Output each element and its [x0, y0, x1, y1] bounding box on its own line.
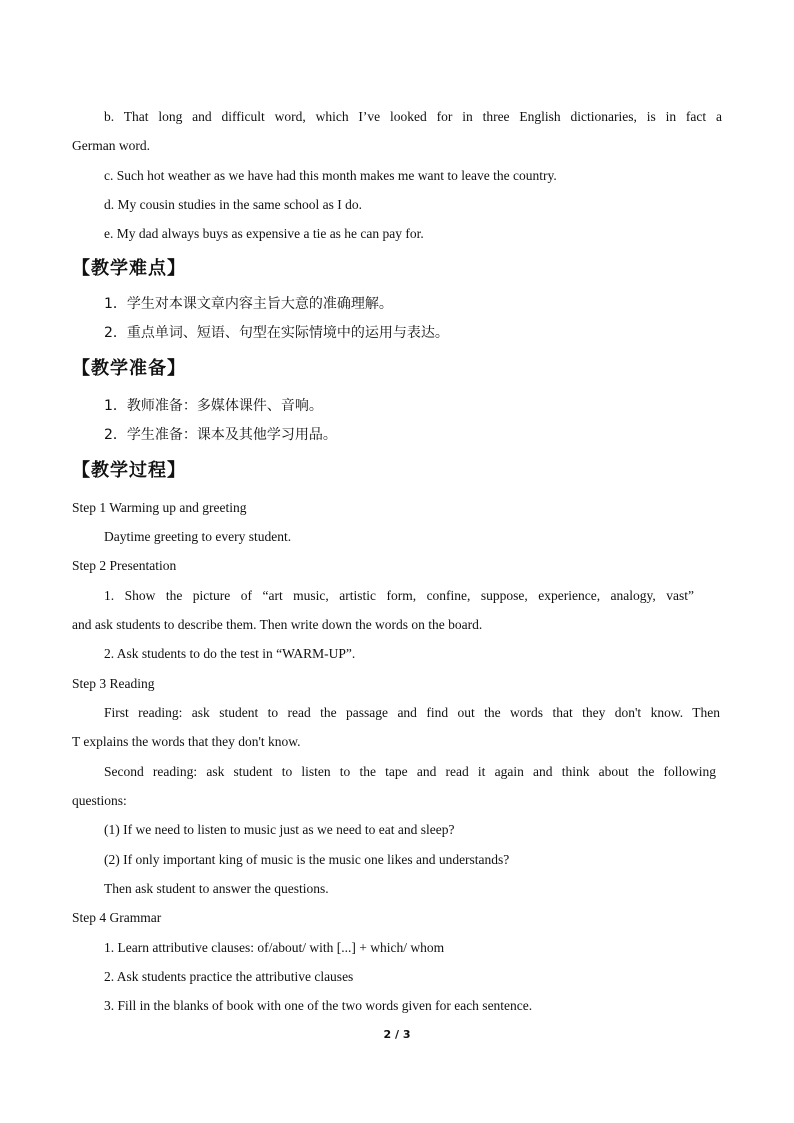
- step3-p2-line2: questions:: [72, 793, 127, 808]
- step3-p3: Then ask student to answer the questions.: [104, 881, 329, 896]
- page-number: 2 / 3: [383, 1028, 411, 1041]
- heading-process: 【教学过程】: [72, 460, 186, 481]
- step4-title: Step 4 Grammar: [72, 910, 162, 925]
- example-e: e. My dad always buys as expensive a tie as he can pay for.: [104, 226, 424, 241]
- step2-item1-line2: and ask students to describe them. Then write down the words on the board.: [72, 617, 483, 632]
- step4-item-2: 2. Ask students practice the attributive clauses: [104, 969, 354, 984]
- example-c: c. Such hot weather as we have had this month makes me want to leave the country.: [104, 168, 557, 183]
- step1-title: Step 1 Warming up and greeting: [72, 500, 247, 515]
- step2-item2: 2. Ask students to do the test in “WARM-UP”.: [104, 646, 356, 661]
- step3-p1-line2: T explains the words that they don't know.: [72, 734, 301, 749]
- step4-item-1: 1. Learn attributive clauses: of/about/ with [...] + which/ whom: [104, 940, 445, 955]
- example-b-line1: b. That long and difficult word, which I’ve looked for in three English dictionaries, is in fact a: [104, 109, 722, 124]
- step4-item-3: 3. Fill in the blanks of book with one of the two words given for each sentence.: [104, 998, 533, 1013]
- step1-text: Daytime greeting to every student.: [104, 529, 292, 544]
- step3-title: Step 3 Reading: [72, 676, 155, 691]
- step2-item1-line1: 1. Show the picture of “art music, artistic form, confine, suppose, experience, analogy, vast”: [104, 588, 694, 603]
- preparation-item-2: 2．学生准备：课本及其他学习用品。: [104, 427, 337, 443]
- step3-question-2: (2) If only important king of music is the music one likes and understands?: [104, 852, 510, 867]
- example-d: d. My cousin studies in the same school as I do.: [104, 197, 362, 212]
- step3-p2-line1: Second reading: ask student to listen to the tape and read it again and think about the following: [104, 764, 716, 779]
- difficulty-item-1: 1．学生对本课文章内容主旨大意的准确理解。: [104, 296, 393, 312]
- heading-difficulties: 【教学难点】: [72, 258, 186, 279]
- step2-title: Step 2 Presentation: [72, 558, 177, 573]
- example-b-line2: German word.: [72, 138, 150, 153]
- step3-p1-line1: First reading: ask student to read the passage and find out the words that they don't know. Then: [104, 705, 720, 720]
- heading-preparation: 【教学准备】: [72, 358, 186, 379]
- difficulty-item-2: 2．重点单词、短语、句型在实际情境中的运用与表达。: [104, 325, 449, 341]
- step3-question-1: (1) If we need to listen to music just as we need to eat and sleep?: [104, 822, 455, 837]
- preparation-item-1: 1．教师准备：多媒体课件、音响。: [104, 398, 323, 414]
